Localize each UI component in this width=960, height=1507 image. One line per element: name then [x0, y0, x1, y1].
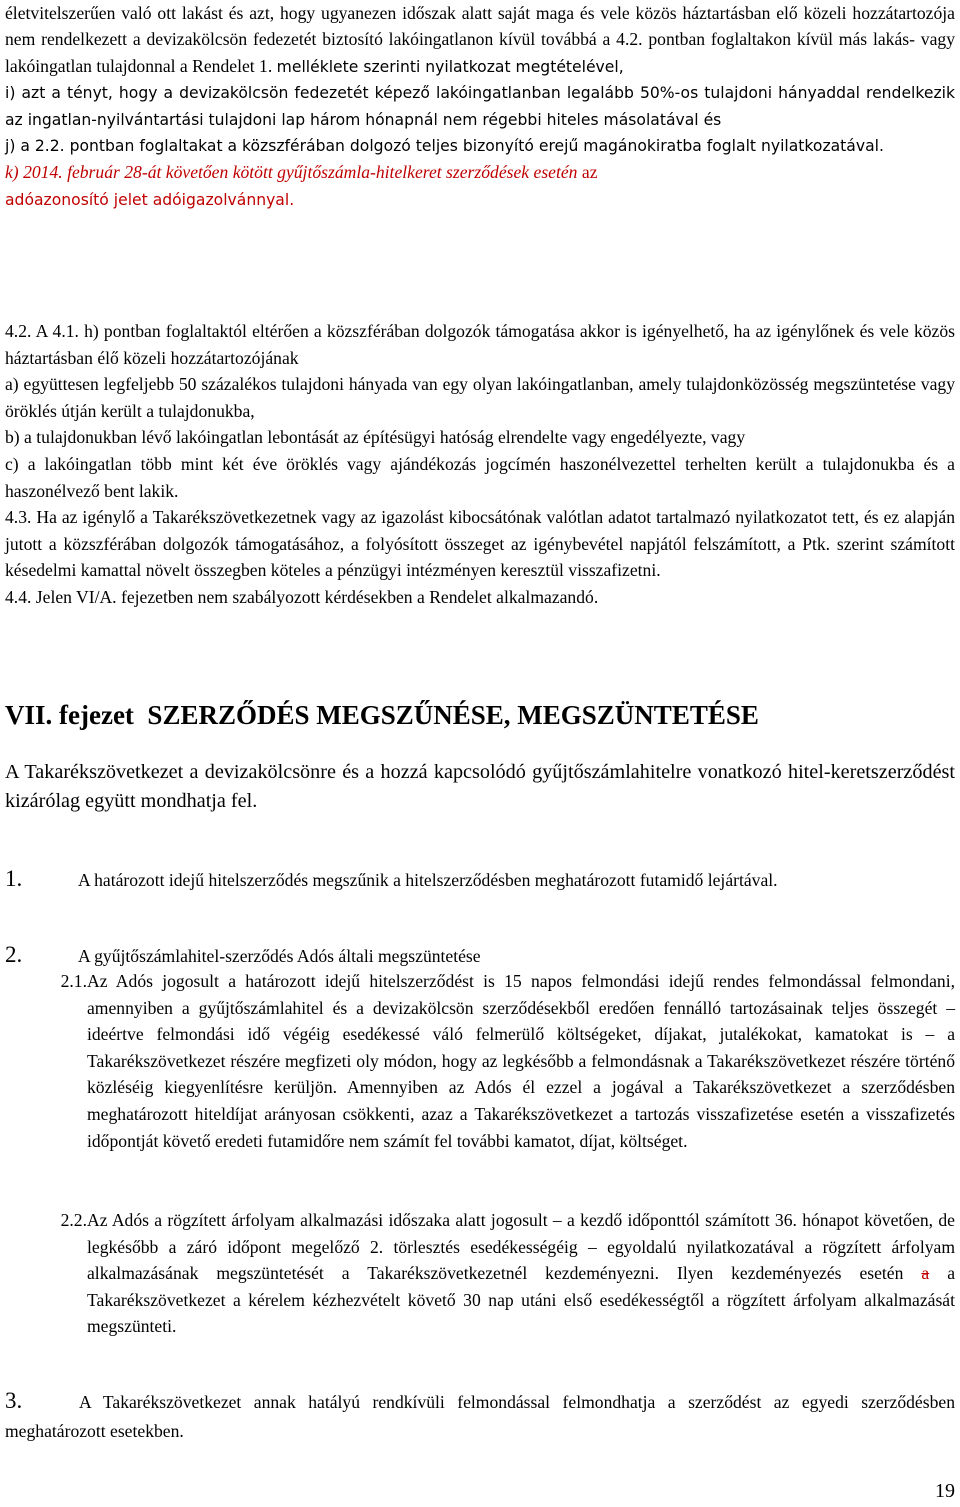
section-4-3: 4.3. Ha az igénylő a Takarékszövetkezetnek vagy az igazolást kibocsátónak valótlan adatot tartalmazó nyilatkozatot tett, és ez alapján jutott a közszférában dolgozók támogatásához, a folyósított összeget az igénybevétel napjától felszámított, a Ptk. szerint számított késedelmi kamattal növelt összegben köteles a pénzügyi intézményen keresztül visszafizetni.	[5, 507, 955, 581]
item-k-tail: adóazonosító jelet adóigazolvánnyal.	[5, 190, 295, 209]
section-1	[5, 864, 955, 895]
section-3-text: A Takarékszövetkezet annak hatályú rendkívüli felmondással felmondhatja a szerződést az egyedi szerződésben meghatározott esetekben.	[5, 1392, 955, 1441]
lead-block	[5, 758, 955, 816]
section-2-number: 2.	[5, 942, 23, 967]
section-3	[5, 1386, 955, 1446]
section-4-2-c: c) a lakóingatlan több mint két éve öröklés vagy ajándékozás jogcímén haszonélvezettel terhelten került a tulajdonukba és a haszonélvező bent lakik.	[5, 453, 955, 501]
item-k	[5, 159, 955, 213]
item-k-italic: február 28-át követően kötött gyűjtőszámla-hitelkeret szerződések esetén	[67, 162, 578, 183]
section-3-block	[5, 1386, 955, 1446]
chapter-title: VII. fejezet SZERZŐDÉS MEGSZŰNÉSE, MEGSZÜNTETÉSE	[5, 700, 759, 730]
section-2-2-text	[87, 1207, 955, 1340]
paragraph-lakoingatlan	[5, 0, 955, 80]
section-2-text: A gyűjtőszámlahitel-szerződés Adós általi megszüntetése	[78, 946, 481, 966]
item-j: j) a 2.2. pontban foglaltakat a közszférában dolgozó teljes bizonyító erejű magánokiratba foglalt nyilatkozatával.	[5, 137, 884, 156]
section-2-2-number: 2.2.	[60, 1210, 87, 1230]
section-4-4: 4.4. Jelen VI/A. fejezetben nem szabályozott kérdésekben a Rendelet alkalmazandó.	[5, 586, 599, 607]
section-1-block	[5, 864, 955, 895]
paragraph-lakoingatlan-tail: melléklete szerinti nyilatkozat megtételével,	[276, 57, 624, 76]
section-2-1-block	[5, 968, 955, 1154]
paragraph-lakoingatlan-text: életvitelszerűen való ott lakást és azt, hogy ugyanezen időszak alatt saját maga és vele közös háztartásban elő közeli hozzátartozója nem rendelkezett a devizakölcsön fedezetét biztosító lakóingatlanon kívül továbbá a 4.2. pontban foglaltakon kívül más lakás- vagy lakóingatlan tulajdonnal a Rendelet 1.	[5, 3, 955, 76]
page-number: 19	[935, 1480, 955, 1502]
section-2-block	[5, 940, 955, 971]
top-block	[5, 0, 955, 213]
chapter-block	[5, 700, 955, 730]
section-2-2-text-b: a Takarékszövetkezet a kérelem kézhezvételt követő 30 nap utáni első esedékességtől a rögzített árfolyam alkalmazását megszünteti.	[87, 1263, 955, 1337]
section-2-1	[5, 968, 955, 1154]
section-2-2-strike: a	[921, 1263, 930, 1284]
section-1-number: 1.	[5, 866, 23, 891]
section-1-text: A határozott idejű hitelszerződés megszűnik a hitelszerződésben meghatározott futamidő lejártával.	[78, 870, 778, 890]
section-2-2-block	[5, 1207, 955, 1340]
item-i: i) azt a tényt, hogy a devizakölcsön fedezetét képező lakóingatlanban legalább 50%-os tulajdoni hányaddal rendelkezik az ingatlan-nyilvántartási tulajdoni lap három hónapnál nem régebbi hiteles másolatával és	[5, 84, 955, 129]
section-2-1-number: 2.1.	[60, 971, 87, 991]
item-k-label: k) 2014.	[5, 162, 63, 183]
section-2-1-text: Az Adós jogosult a határozott idejű hitelszerződést is 15 napos felmondási idejű rendes felmondással felmondani, amennyiben a gyűjtőszámlahitel és a devizakölcsön szerződésekből eredően fennálló tartozásainak teljes összegét – ideértve felmondási idő végéig esedékessé váló felmerülő költségeket, díjakat, jutalékokat, kamatokat is – a Takarékszövetkezet részére megfizeti oly módon, hogy az legkésőbb a felmondásnak a Takarékszövetkezet részére történő közléséig kiegyenlítésre kerüljön. Amennyiben az Adós él ezzel a jogával a Takarékszövetkezet a szerződésben meghatározott hiteldíjat arányosan csökkenti, azaz a Takarékszövetkezet a tartozás visszafizetése esetén a visszafizetés időpontját követő eredeti futamidőre nem számít fel további kamatot, díjat, költséget.	[87, 971, 955, 1151]
section-2-2-text-a: Az Adós a rögzített árfolyam alkalmazási időszaka alatt jogosult – a kezdő időponttól számított 36. hónapot követően, de legkésőbb a záró időpont megelőző 2. törlesztés esedékességéig – egyoldalú nyilatkozatával a rögzített árfolyam alkalmazásának megszüntetését a Takarékszövetkezetnél kezdeményezni. Ilyen kezdeményezés esetén	[87, 1210, 955, 1284]
section-4-2-a: a) együttesen legfeljebb 50 százalékos tulajdoni hányada van egy olyan lakóingatlanban, amely tulajdonközösség megszüntetése vagy öröklés útján került a tulajdonukba,	[5, 374, 955, 421]
section-2-2	[5, 1207, 955, 1340]
section-2	[5, 940, 955, 971]
section-4-2: 4.2. A 4.1. h) pontban foglaltaktól eltérően a közszférában dolgozók támogatása akkor is igényelhető, ha az igénylőnek és vele közös háztartásban élő közeli hozzátartozójának	[5, 321, 955, 368]
section-4-2-b: b) a tulajdonukban lévő lakóingatlan lebontását az építésügyi hatóság elrendelte vagy engedélyezte, vagy	[5, 427, 746, 448]
item-k-az: az	[581, 162, 598, 183]
section-3-number: 3.	[5, 1388, 23, 1413]
section-4-2-block	[5, 318, 955, 611]
lead-paragraph: A Takarékszövetkezet a devizakölcsönre és a hozzá kapcsolódó gyűjtőszámlahitelre vonatkozó hitel-keretszerződést kizárólag együtt mondhatja fel.	[5, 761, 955, 812]
